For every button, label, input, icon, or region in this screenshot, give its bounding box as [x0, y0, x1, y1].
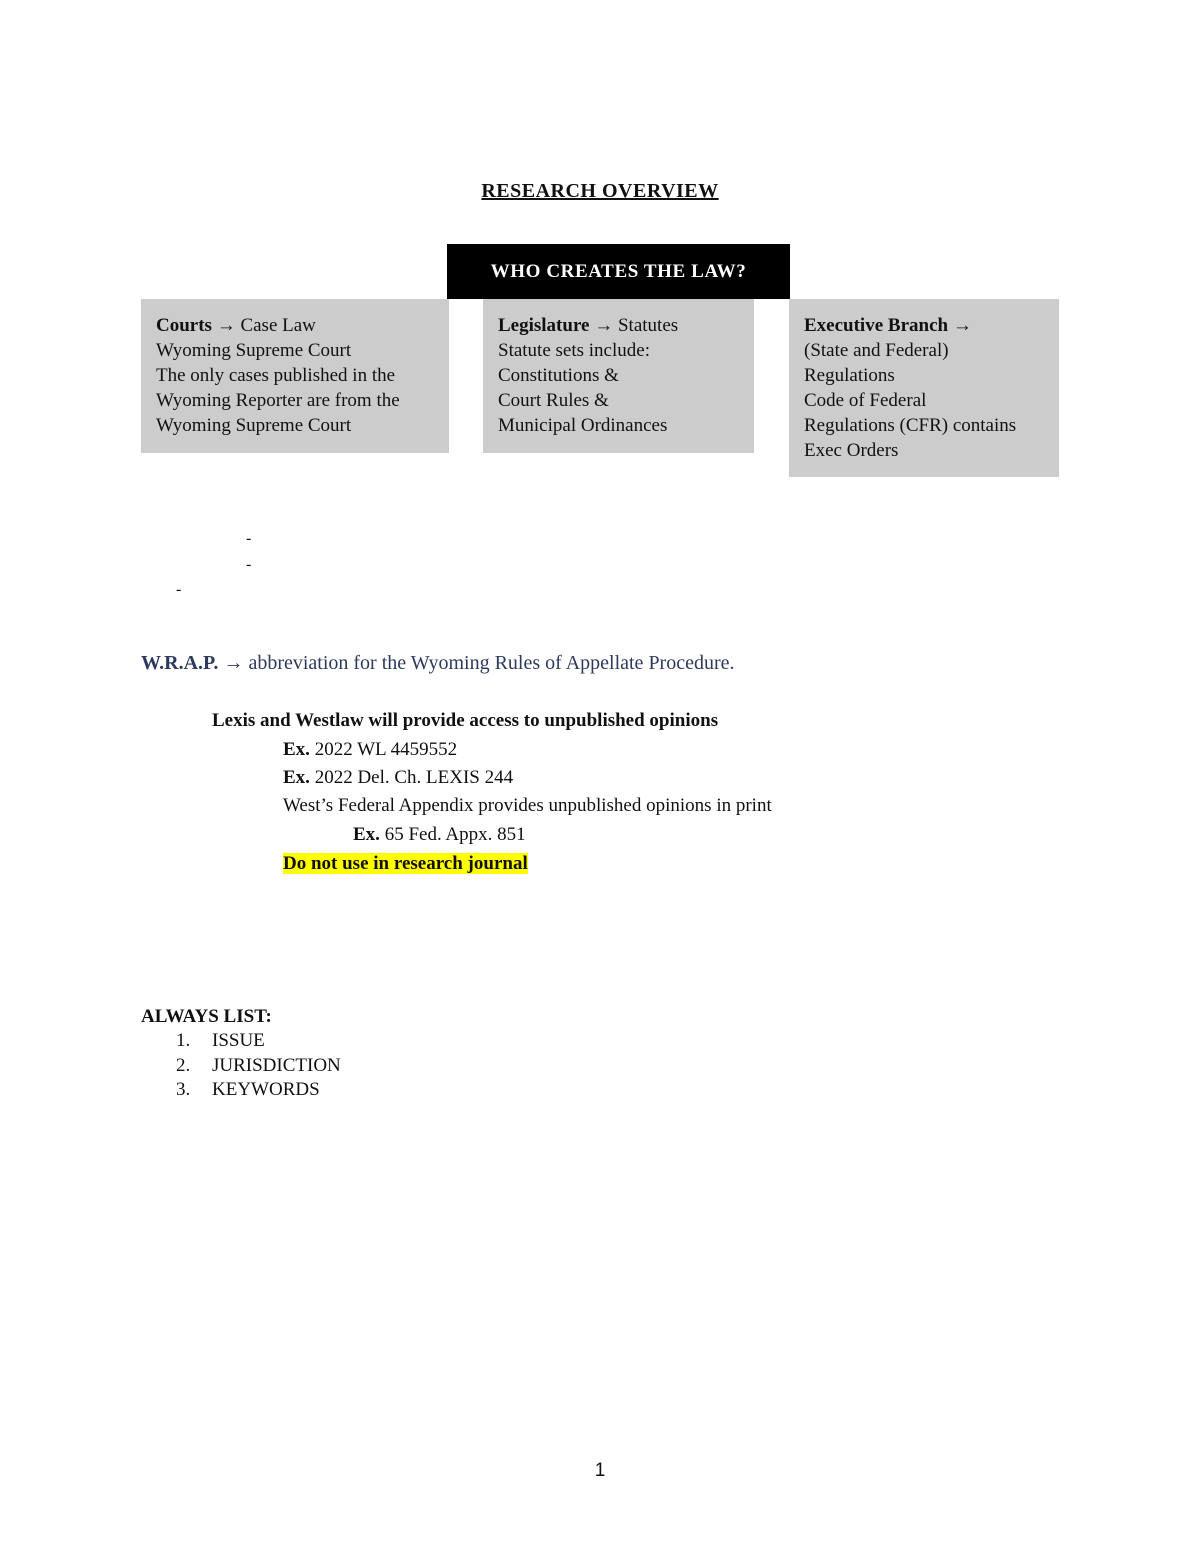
- courts-label: Courts: [156, 315, 212, 336]
- list-label: ISSUE: [212, 1030, 265, 1051]
- executive-box: [789, 299, 1059, 477]
- example-citation: 2022 WL 4459552: [309, 739, 458, 760]
- legislature-arrow-text: → Statutes: [589, 315, 679, 336]
- executive-line: Exec Orders: [804, 440, 899, 461]
- courts-line: The only cases published in the: [156, 365, 396, 386]
- warning-line: [283, 853, 528, 875]
- list-item: [176, 1079, 320, 1101]
- legislature-heading: [498, 313, 754, 338]
- wrap-definition: [141, 652, 735, 675]
- executive-line: Regulations: [804, 365, 895, 386]
- executive-line: Regulations (CFR) contains: [804, 415, 1017, 436]
- example-label: Ex.: [353, 824, 380, 845]
- bullet-dash: -: [176, 581, 182, 598]
- executive-line: (State and Federal): [804, 340, 949, 361]
- diagram-header: WHO CREATES THE LAW?: [447, 244, 790, 299]
- list-item: [176, 1055, 341, 1077]
- list-item: [176, 1030, 265, 1052]
- legislature-line: Municipal Ordinances: [498, 415, 668, 436]
- example-line: [283, 767, 513, 789]
- legislature-line: Constitutions &: [498, 365, 619, 386]
- courts-line: Wyoming Supreme Court: [156, 340, 352, 361]
- page-number: 1: [594, 1460, 606, 1481]
- unpublished-heading: Lexis and Westlaw will provide access to unpublished opinions: [212, 710, 719, 731]
- legislature-label: Legislature: [498, 315, 590, 336]
- example-line: [353, 824, 526, 846]
- legislature-box: [483, 299, 754, 453]
- example-label: Ex.: [283, 767, 310, 788]
- courts-line: Wyoming Reporter are from the: [156, 390, 400, 411]
- west-appendix-note: West’s Federal Appendix provides unpublished opinions in print: [283, 795, 772, 816]
- example-citation: 2022 Del. Ch. LEXIS 244: [309, 767, 514, 788]
- courts-line: Wyoming Supreme Court: [156, 415, 352, 436]
- example-citation: 65 Fed. Appx. 851: [379, 824, 526, 845]
- wrap-abbreviation: W.R.A.P.: [141, 652, 219, 674]
- courts-box: [141, 299, 449, 453]
- list-number: 3.: [176, 1079, 191, 1100]
- wrap-text: → abbreviation for the Wyoming Rules of Appellate Procedure.: [218, 652, 735, 674]
- legislature-line: Court Rules &: [498, 390, 609, 411]
- page-title: RESEARCH OVERVIEW: [481, 180, 719, 202]
- bullet-dash: -: [246, 556, 252, 573]
- example-label: Ex.: [283, 739, 310, 760]
- bullet-dash: -: [246, 530, 252, 547]
- executive-heading: [804, 313, 1059, 338]
- courts-heading: [156, 313, 449, 338]
- executive-label: Executive Branch →: [804, 315, 972, 336]
- list-number: 1.: [176, 1030, 191, 1051]
- always-list-heading: ALWAYS LIST:: [141, 1006, 272, 1027]
- list-label: JURISDICTION: [212, 1055, 341, 1076]
- courts-arrow-text: → Case Law: [211, 315, 316, 336]
- list-label: KEYWORDS: [212, 1079, 320, 1100]
- warning-highlight: Do not use in research journal: [283, 853, 528, 874]
- executive-line: Code of Federal: [804, 390, 927, 411]
- list-number: 2.: [176, 1055, 191, 1076]
- example-line: [283, 739, 457, 761]
- legislature-line: Statute sets include:: [498, 340, 650, 361]
